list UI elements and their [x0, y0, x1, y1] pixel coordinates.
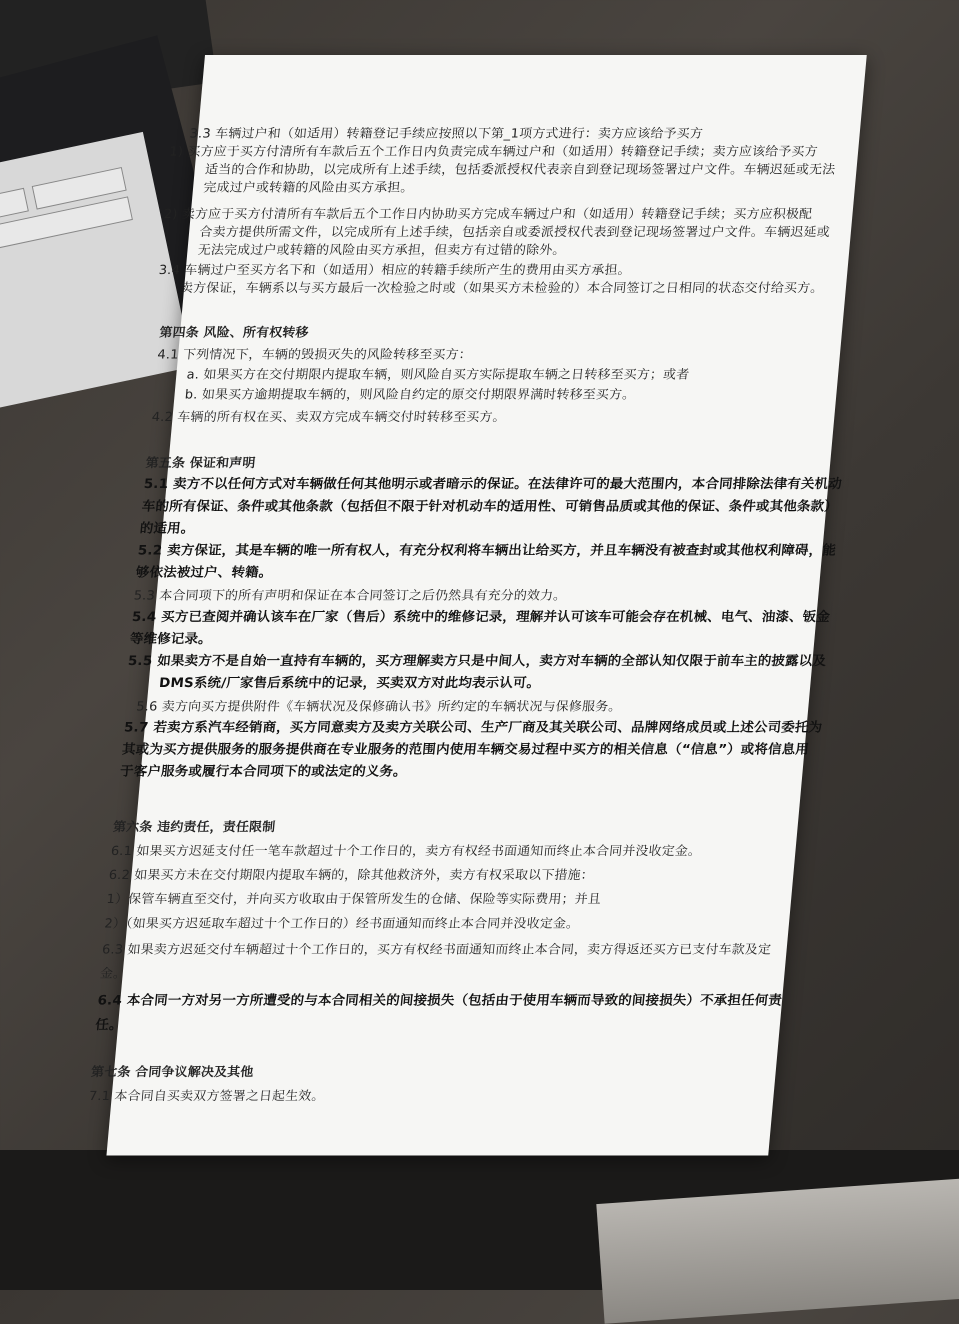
clause-text: 适当的合作和协助，以完成所有上述手续，包括委派授权代表亲自到登记现场签署过户文件。车辆迟延或无法: [204, 161, 837, 177]
clause-4-1: 4.1 下列情况下，车辆的毁损灭失的风险转移至买方：: [156, 346, 473, 362]
clause-6-3: 6.3 如果卖方迟延交付车辆超过十个工作日的，买方有权经书面通知而终止本合同，卖方得返还买方已支付车款及定: [101, 941, 772, 957]
clause-text: 完成过户或转籍的风险由买方承担。: [202, 179, 415, 195]
clause-6-2-item-2: 2）（如果买方迟延取车超过十个工作日的）经书面通知而终止本合同并没收定金。: [103, 915, 580, 931]
clause-6-2-item-1: 1）保管车辆直至交付，并向买方收取由于保管所发生的仓储、保险等实际费用；并且: [106, 891, 602, 907]
section-heading-6: 第六条 违约责任，责任限制: [112, 818, 277, 834]
clause-text: 于客户服务或履行本合同项下的或法定的义务。: [119, 764, 408, 780]
clause-5-1: 5.1 卖方不以任何方式对车辆做任何其他明示或者暗示的保证。在法律许可的最大范围内，本合同排除法律有关机动: [143, 477, 843, 493]
clause-text: 任。: [94, 1017, 124, 1033]
clause-text: 的适用。: [139, 521, 196, 537]
clause-4-1-a: a. 如果买方在交付期限内提取车辆，则风险自买方实际提取车辆之日转移至买方；或者: [186, 366, 691, 382]
clause-text: 金。: [99, 965, 127, 981]
clause-5-3: 5.3 本合同项下的所有声明和保证在本合同签订之后仍然具有充分的效力。: [133, 587, 568, 603]
clause-6-4: 6.4 本合同一方对另一方所遭受的与本合同相关的间接损失（包括由于使用车辆而导致的间接损失）不承担任何责: [96, 993, 783, 1009]
clause-text: 无法完成过户或转籍的风险由买方承担，但卖方有过错的除外。: [197, 241, 567, 258]
clause-3-3: 3.3 车辆过户和（如适用）转籍登记手续应按照以下第_1项方式进行：卖方应该给予买方: [189, 125, 704, 141]
clause-4-2: 4.2 车辆的所有权在买、卖双方完成车辆交付时转移至买方。: [151, 408, 507, 424]
section-heading-5: 第五条 保证和声明: [145, 454, 257, 471]
clause-3-4: 3.4 车辆过户至买方名下和（如适用）相应的转籍手续所产生的费用由买方承担。: [158, 262, 632, 278]
clause-5-2: 5.2 卖方保证，其是车辆的唯一所有权人，有充分权利将车辆出让给买方，并且车辆没有被查封或其他权利障碍，能: [137, 543, 837, 559]
contract-content: [88, 55, 866, 1155]
clause-5-4: 5.4 买方已查阅并确认该车在厂家（售后）系统中的维修记录，理解并认可该车可能会存在机械、电气、油漆、钣金: [131, 609, 831, 625]
clause-text: 其或为买方提供服务的服务提供商在专业服务的范围内使用车辆交易过程中买方的相关信息（“信息”）或将信息用: [121, 742, 810, 758]
clause-3-3-item-1: 1) 买方应于买方付清所有车款后五个工作日内负责完成车辆过户和（如适用）转籍登记手续；卖方应该给予买方: [168, 143, 819, 159]
clause-text: 合卖方提供所需文件，以完成所有上述手续，包括亲自或委派授权代表到登记现场签署过户文件。车辆迟延或: [198, 223, 831, 239]
clause-text: 够依法被过户、转籍。: [135, 565, 274, 581]
clause-6-1: 6.1 如果买方迟延支付任一笔车款超过十个工作日的，卖方有权经书面通知而终止本合同并没收定金。: [110, 842, 702, 858]
contract-page: [88, 55, 866, 1155]
clause-5-5: 5.5 如果卖方不是自始一直持有车辆的，买方理解卖方只是中间人，卖方对车辆的全部认知仅限于前车主的披露以及: [127, 653, 827, 670]
clause-text: DMS系统/厂家售后系统中的记录，买卖双方对此均表示认可。: [158, 676, 541, 692]
clause-6-2: 6.2 如果买方未在交付期限内提取车辆的，除其他救济外，卖方有权采取以下措施：: [108, 867, 595, 883]
clause-text: 等维修记录。: [129, 631, 213, 647]
section-heading-4: 第四条 风险、所有权转移: [158, 324, 310, 340]
clause-text: 卖方保证，车辆系以与买方最后一次检验之时或（如果买方未检验的）本合同签订之日相同的状态交付给买方。: [179, 280, 825, 296]
clause-3-3-item-2: 2) 卖方应于买方付清所有车款后五个工作日内协助买方完成车辆过户和（如适用）转籍登记手续；买方应积极配: [163, 205, 813, 221]
clause-4-1-b: b. 如果买方逾期提取车辆的，则风险自约定的原交付期限界满时转移至买方。: [184, 386, 637, 402]
clause-5-7: 5.7 若卖方系汽车经销商，买方同意卖方及卖方关联公司、生产厂商及其关联公司、品牌网络成员或上述公司委托为: [123, 720, 823, 736]
clause-5-6: 5.6 卖方向买方提供附件《车辆状况及保修确认书》所约定的车辆状况与保修服务。: [135, 698, 623, 714]
clause-7-1: 7.1 本合同自买卖双方签署之日起生效。: [88, 1088, 326, 1104]
section-heading-7: 第七条 合同争议解决及其他: [90, 1064, 255, 1080]
clause-text: 车的所有保证、条件或其他条款（包括但不限于针对机动车的适用性、可销售品质或其他的保证、条件或其他条款）: [141, 499, 839, 515]
